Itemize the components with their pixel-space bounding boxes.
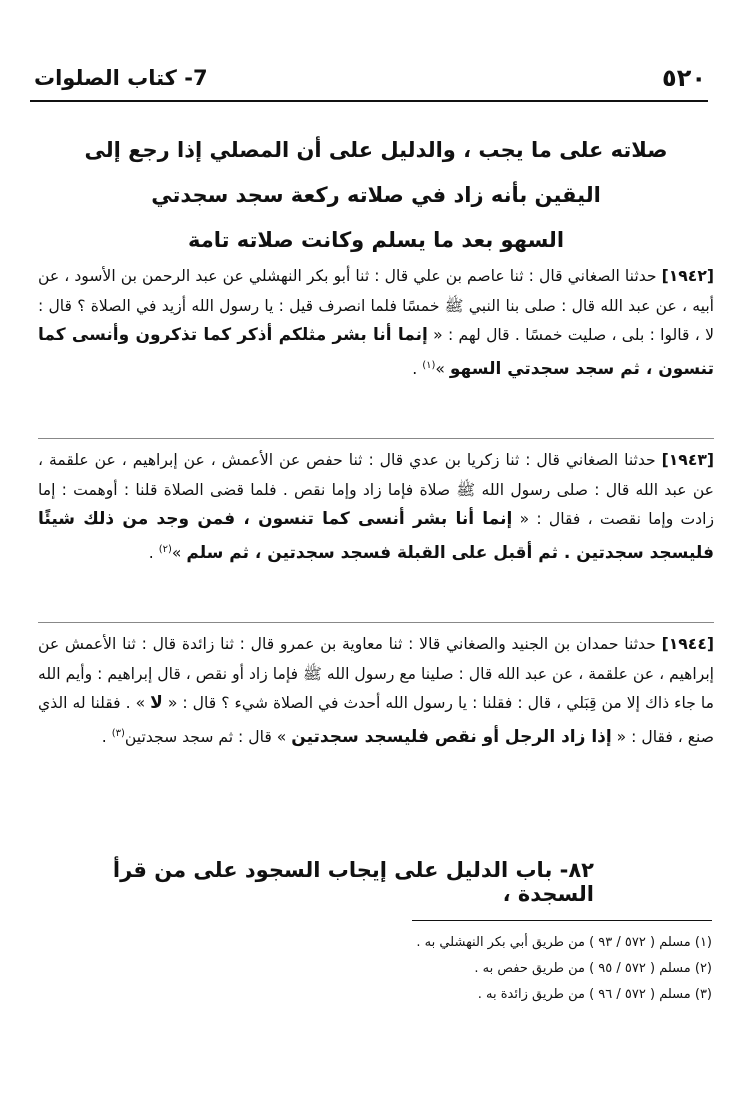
page-number: ٥٢٠ bbox=[662, 64, 706, 92]
hadith-end: . bbox=[412, 359, 418, 378]
hadith-quote: إنما أنا بشر أنسى كما تنسون ، فمن وجد من ذلك شيئًا فليسجد سجدتين . ثم أقبل على القبلة فسجد سجدتين ، ثم سلم bbox=[38, 509, 714, 563]
quote-close: » bbox=[171, 543, 182, 562]
book-title: 7- كتاب الصلوات bbox=[34, 66, 208, 90]
footnote-3: (٣) مسلم ( ٥٧٢ / ٩٦ ) من طريق زائدة به . bbox=[477, 987, 712, 1002]
hadith-quote: إذا زاد الرجل أو نقص فليسجد سجدتين bbox=[291, 726, 612, 747]
quote-close: » قال : ثم سجد سجدتين bbox=[124, 727, 287, 746]
quote-close: » bbox=[435, 359, 445, 378]
footnote-rule bbox=[412, 920, 712, 921]
hadith-text-mid: » . فقلنا له الذي صنع ، فقال : « bbox=[38, 694, 714, 746]
hadith-quote-a: لا bbox=[150, 693, 163, 713]
chapter-heading: ٨٢- باب الدليل على إيجاب السجود على من قرأ السجدة ، bbox=[112, 858, 594, 906]
section-title-line-2: اليقين بأنه زاد في صلاته ركعة سجد سجدتي bbox=[151, 183, 601, 207]
hadith-number: [١٩٤٤] bbox=[661, 635, 714, 653]
hadith-divider bbox=[38, 438, 714, 439]
hadith-number: [١٩٤٢] bbox=[661, 267, 714, 285]
running-header bbox=[30, 60, 708, 102]
footnote-1: (١) مسلم ( ٥٧٢ / ٩٣ ) من طريق أبي بكر النهشلي به . bbox=[416, 935, 712, 950]
footnotes bbox=[40, 930, 712, 1008]
hadith-text: حدثنا حمدان بن الجنيد والصغاني قالا : ثنا معاوية بن عمرو قال : ثنا زائدة قال : ثنا الأعمش عن إبراهيم ، عن علقمة ، عن عبد الله قال : صلينا مع رسول الله ﷺ فإما زاد أو نقص ، قال إبراهيم : وأيم الله ما جاء ذاك إلا من قِبَلي ، قال : فقلنا : يا رسول الله أحدث في الصلاة شيء ؟ قال : « bbox=[38, 635, 715, 712]
hadith-number: [١٩٤٣] bbox=[661, 451, 714, 469]
hadith-text: حدثنا الصغاني قال : ثنا عاصم بن علي قال : ثنا أبو بكر النهشلي عن عبد الرحمن بن الأسود ، عن أبيه ، عن عبد الله قال : صلى بنا النبي ﷺ خمسًا فلما انصرف قيل : يا رسول الله أزيد في الصلاة ؟ قال : لا ، قالوا : بلى ، صليت خمسًا . قال لهم : « bbox=[38, 267, 714, 344]
section-title-line-3: السهو بعد ما يسلم وكانت صلاته تامة bbox=[187, 228, 565, 252]
hadith-1944 bbox=[38, 630, 714, 752]
hadith-divider bbox=[38, 622, 714, 623]
hadith-quote: إنما أنا بشر مثلكم أذكر كما تذكرون وأنسى كما تنسون ، ثم سجد سجدتي السهو bbox=[38, 325, 714, 379]
hadith-1942 bbox=[38, 262, 714, 384]
section-title-line-1: صلاته على ما يجب ، والدليل على أن المصلي إذا رجع إلى bbox=[84, 138, 668, 162]
footnote-ref[interactable]: (٣) bbox=[111, 727, 125, 739]
footnote-2: (٢) مسلم ( ٥٧٢ / ٩٥ ) من طريق حفص به . bbox=[474, 961, 712, 976]
hadith-1943 bbox=[38, 446, 714, 568]
hadith-text: حدثنا الصغاني قال : ثنا زكريا بن عدي قال : ثنا حفص عن الأعمش ، عن إبراهيم ، عن علقمة ، عن عبد الله قال : صلى رسول الله ﷺ صلاة فإما زاد وإما نقص . فلما قضى الصلاة قلنا : أوهمت : إما زادت وإما نقصت ، فقال : « bbox=[38, 451, 714, 528]
footnote-ref[interactable]: (٢) bbox=[158, 543, 172, 555]
hadith-end: . bbox=[148, 543, 154, 562]
footnote-ref[interactable]: (١) bbox=[422, 359, 436, 371]
section-title bbox=[60, 128, 692, 263]
hadith-end: . bbox=[101, 727, 107, 746]
